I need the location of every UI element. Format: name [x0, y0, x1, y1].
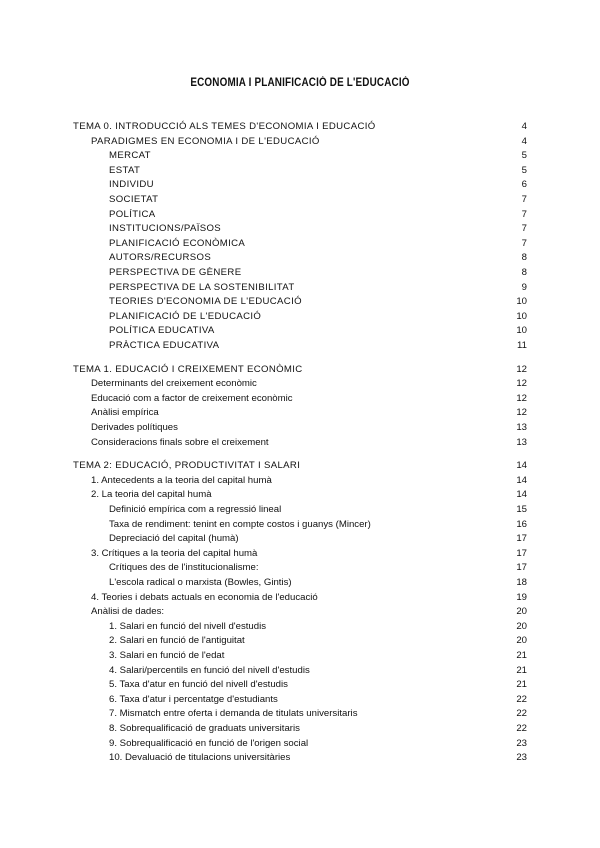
toc-entry-label: SOCIETAT: [109, 194, 159, 205]
toc-entry-page: 12: [516, 392, 527, 404]
toc-entry-page: 16: [516, 518, 527, 530]
toc-entry-page: 7: [521, 237, 527, 249]
toc-entry: [0, 324, 600, 338]
toc-entry: [0, 164, 600, 178]
toc-entry-page: 22: [516, 708, 527, 720]
toc-entry-label: 8. Sobrequalificació de graduats universitaris: [109, 723, 300, 734]
toc-entry-label: 2. La teoria del capital humà: [91, 489, 212, 501]
toc-entry: [0, 310, 600, 324]
toc-entry-label: 9. Sobrequalificació en funció de l'origen social: [109, 737, 309, 749]
toc-entry: [0, 135, 600, 149]
toc-entry-page: 12: [516, 378, 527, 390]
toc-entry-label: MERCAT: [109, 150, 151, 162]
toc-entry-page: 4: [521, 121, 527, 132]
toc-entry-label: Definició empírica com a regressió lineal: [109, 504, 282, 515]
toc-chapter-entry: [0, 459, 600, 473]
toc-entry: [0, 406, 600, 420]
toc-entry-label: 4. Salari/percentils en funció del nivell d'estudis: [109, 664, 310, 676]
toc-entry: [0, 518, 600, 532]
toc-entry: [0, 295, 600, 309]
toc-entry-label: Determinants del creixement econòmic: [91, 378, 257, 390]
toc-entry: [0, 436, 600, 450]
toc-entry-page: 6: [521, 179, 527, 191]
toc-entry: [0, 178, 600, 192]
toc-entry: [0, 149, 600, 163]
toc-entry-page: 10: [516, 310, 527, 322]
toc-entry: [0, 693, 600, 707]
toc-entry: [0, 591, 600, 605]
toc-entry-label: PERSPECTIVA DE LA SOSTENIBILITAT: [109, 281, 295, 293]
toc-entry-label: Depreciació del capital (humà): [109, 533, 239, 545]
toc-entry-page: 7: [521, 223, 527, 235]
toc-entry-label: PLANIFICACIÓ DE L'EDUCACIÓ: [109, 310, 262, 322]
toc-entry: [0, 421, 600, 435]
toc-entry: [0, 634, 600, 648]
toc-entry: [0, 561, 600, 575]
toc-entry-label: Derivades polítiques: [91, 422, 178, 433]
toc-entry-page: 5: [521, 150, 527, 162]
toc-entry-page: 22: [516, 693, 527, 705]
toc-entry-page: 20: [516, 606, 527, 618]
toc-entry-page: 23: [516, 737, 527, 749]
toc-entry-page: 4: [521, 135, 527, 147]
toc-entry: [0, 605, 600, 619]
toc-entry-page: 20: [516, 620, 527, 632]
toc-entry: [0, 576, 600, 590]
toc-entry-page: 22: [516, 723, 527, 734]
toc-entry: [0, 377, 600, 391]
toc-entry-page: 17: [516, 547, 527, 559]
toc-entry-label: Consideracions finals sobre el creixement: [91, 436, 269, 448]
toc-entry: [0, 266, 600, 280]
toc-entry-page: 7: [521, 194, 527, 205]
toc-entry-label: 4. Teories i debats actuals en economia de l'educació: [91, 591, 318, 603]
toc-entry-label: 10. Devaluació de titulacions universitàries: [109, 752, 291, 764]
toc-entry-page: 19: [516, 591, 527, 603]
toc-entry-label: PERSPECTIVA DE GÈNERE: [109, 267, 242, 278]
toc-entry: [0, 474, 600, 488]
toc-entry-page: 14: [516, 474, 527, 486]
toc-entry: [0, 193, 600, 207]
toc-entry-label: 6. Taxa d'atur i percentatge d'estudiants: [109, 693, 278, 705]
toc-entry-label: Educació com a factor de creixement econòmic: [91, 392, 293, 404]
toc-entry: [0, 737, 600, 751]
toc-entry-page: 15: [516, 504, 527, 515]
toc-entry-page: 14: [516, 460, 527, 472]
toc-entry: [0, 281, 600, 295]
toc-entry-page: 21: [516, 679, 527, 691]
toc-entry-label: 3. Crítiques a la teoria del capital humà: [91, 547, 258, 559]
toc-entry-label: Anàlisi de dades:: [91, 606, 165, 618]
toc-chapter-entry: [0, 120, 600, 134]
toc-entry-page: 8: [521, 252, 527, 264]
toc-entry-page: 13: [516, 436, 527, 448]
toc-entry: [0, 707, 600, 721]
toc-entry-label: 5. Taxa d'atur en funció del nivell d'estudis: [109, 679, 288, 691]
toc-entry-page: 20: [516, 635, 527, 647]
toc-entry: [0, 251, 600, 265]
toc-entry-page: 9: [521, 281, 527, 293]
toc-entry-label: POLÍTICA: [109, 208, 156, 220]
toc-entry-page: 5: [521, 164, 527, 176]
toc-entry-label: 3. Salari en funció de l'edat: [109, 650, 225, 661]
toc-entry-page: 10: [516, 325, 527, 337]
toc-entry: [0, 722, 600, 736]
toc-entry: [0, 532, 600, 546]
toc-entry: [0, 503, 600, 517]
toc-entry: [0, 222, 600, 236]
toc-entry-page: 18: [516, 577, 527, 588]
toc-entry-label: 1. Antecedents a la teoria del capital humà: [91, 474, 272, 486]
toc-entry-label: PRÀCTICA EDUCATIVA: [109, 340, 220, 351]
toc-entry-label: L'escola radical o marxista (Bowles, Gintis): [109, 577, 292, 588]
toc-entry: [0, 488, 600, 502]
toc-entry-label: Taxa de rendiment: tenint en compte costos i guanys (Mincer): [109, 518, 371, 530]
toc-entry-label: ESTAT: [109, 164, 141, 176]
toc-entry-label: Anàlisi empírica: [91, 407, 159, 419]
toc-entry-label: 1. Salari en funció del nivell d'estudis: [109, 620, 267, 632]
toc-entry-label: PARADIGMES EN ECONOMIA I DE L'EDUCACIÓ: [91, 135, 320, 147]
toc-entry-page: 17: [516, 562, 527, 574]
toc-entry-label: TEMA 2: EDUCACIÓ, PRODUCTIVITAT I SALARI: [73, 460, 301, 472]
toc-entry-page: 14: [516, 489, 527, 501]
toc-entry-label: AUTORS/RECURSOS: [109, 252, 212, 264]
toc-entry-label: TEMA 0. INTRODUCCIÓ ALS TEMES D'ECONOMIA I EDUCACIÓ: [73, 121, 376, 132]
toc-entry-label: TEMA 1. EDUCACIÓ I CREIXEMENT ECONÒMIC: [73, 363, 303, 375]
toc-entry-page: 12: [516, 363, 527, 375]
toc-entry: [0, 620, 600, 634]
toc-entry-page: 21: [516, 664, 527, 676]
toc-entry-page: 21: [516, 650, 527, 661]
toc-entry-page: 7: [521, 208, 527, 220]
toc-entry: [0, 237, 600, 251]
toc-entry-label: 7. Mismatch entre oferta i demanda de titulats universitaris: [109, 708, 358, 720]
toc-entry-page: 23: [516, 752, 527, 764]
toc-entry-page: 8: [521, 267, 527, 278]
toc-entry-page: 11: [517, 340, 527, 351]
toc-entry-page: 12: [516, 407, 527, 419]
toc-entry: [0, 751, 600, 765]
toc-entry-label: PLANIFICACIÓ ECONÒMICA: [109, 237, 246, 249]
toc-entry: [0, 339, 600, 353]
toc-entry: [0, 208, 600, 222]
toc-entry: [0, 392, 600, 406]
toc-entry: [0, 547, 600, 561]
document-title: ECONOMIA I PLANIFICACIÓ DE L'EDUCACIÓ: [190, 77, 410, 89]
toc-chapter-entry: [0, 363, 600, 377]
toc-entry-page: 13: [516, 422, 527, 433]
toc-entry-label: INDIVIDU: [109, 179, 154, 191]
toc-entry-label: Crítiques des de l'institucionalisme:: [109, 562, 259, 574]
toc-entry: [0, 649, 600, 663]
toc-entry-label: 2. Salari en funció de l'antiguitat: [109, 635, 245, 647]
toc-entry: [0, 664, 600, 678]
toc-entry: [0, 678, 600, 692]
toc-entry-label: TEORIES D'ECONOMIA DE L'EDUCACIÓ: [109, 296, 302, 308]
toc-entry-page: 10: [516, 296, 527, 308]
toc-entry-page: 17: [516, 533, 527, 545]
toc-entry-label: POLÍTICA EDUCATIVA: [109, 325, 215, 337]
toc-entry-label: INSTITUCIONS/PAÏSOS: [109, 223, 222, 235]
